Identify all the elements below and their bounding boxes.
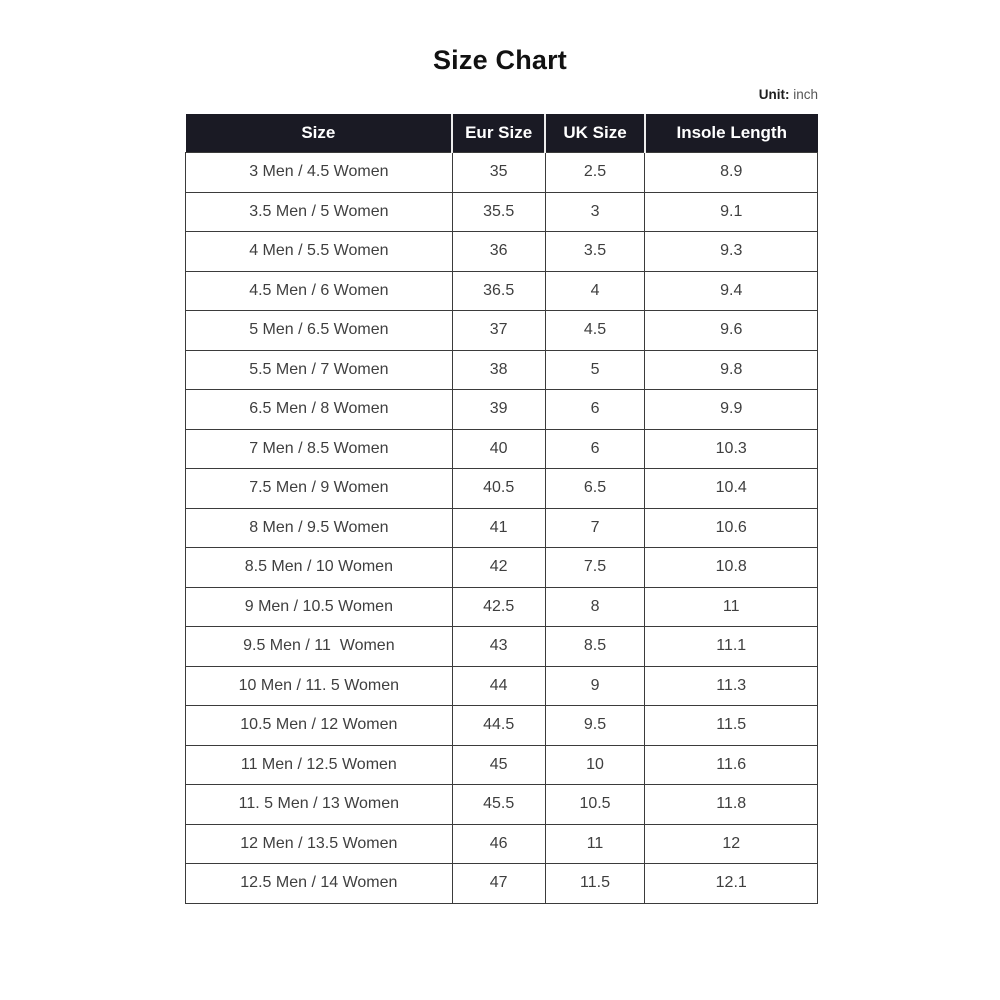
table-cell: 10 Men / 11. 5 Women (186, 666, 453, 706)
table-row (186, 350, 818, 390)
table-cell: 42.5 (452, 587, 545, 627)
table-cell: 7 Men / 8.5 Women (186, 429, 453, 469)
table-row (186, 390, 818, 430)
column-header-uk-size: UK Size (545, 114, 645, 153)
table-cell: 8.9 (645, 153, 818, 193)
table-cell: 7 (545, 508, 645, 548)
table-row (186, 429, 818, 469)
table-cell: 5 (545, 350, 645, 390)
table-row (186, 785, 818, 825)
table-cell: 11 (645, 587, 818, 627)
table-cell: 6 (545, 429, 645, 469)
table-row (186, 587, 818, 627)
table-cell: 10 (545, 745, 645, 785)
table-body (186, 153, 818, 904)
table-cell: 40.5 (452, 469, 545, 509)
table-cell: 36.5 (452, 271, 545, 311)
table-cell: 38 (452, 350, 545, 390)
table-cell: 10.5 (545, 785, 645, 825)
table-cell: 11 (545, 824, 645, 864)
table-row (186, 153, 818, 193)
table-cell: 9 (545, 666, 645, 706)
table-cell: 10.8 (645, 548, 818, 588)
table-cell: 10.4 (645, 469, 818, 509)
table-cell: 3 Men / 4.5 Women (186, 153, 453, 193)
table-cell: 45.5 (452, 785, 545, 825)
table-cell: 45 (452, 745, 545, 785)
table-cell: 5.5 Men / 7 Women (186, 350, 453, 390)
table-cell: 8 (545, 587, 645, 627)
table-cell: 5 Men / 6.5 Women (186, 311, 453, 351)
header-row (186, 114, 818, 153)
table-cell: 3 (545, 192, 645, 232)
unit-label: Unit: (758, 87, 790, 102)
table-row (186, 508, 818, 548)
table-cell: 11.3 (645, 666, 818, 706)
column-header-size: Size (186, 114, 453, 153)
table-cell: 4 (545, 271, 645, 311)
table-cell: 10.6 (645, 508, 818, 548)
table-row (186, 824, 818, 864)
table-row (186, 271, 818, 311)
table-cell: 40 (452, 429, 545, 469)
table-cell: 11.1 (645, 627, 818, 667)
table-row (186, 864, 818, 904)
table-cell: 42 (452, 548, 545, 588)
table-cell: 9.5 Men / 11 Women (186, 627, 453, 667)
table-cell: 9.8 (645, 350, 818, 390)
table-cell: 10.5 Men / 12 Women (186, 706, 453, 746)
table-cell: 12 (645, 824, 818, 864)
table-cell: 7.5 (545, 548, 645, 588)
table-cell: 11 Men / 12.5 Women (186, 745, 453, 785)
table-cell: 11. 5 Men / 13 Women (186, 785, 453, 825)
table-cell: 11.8 (645, 785, 818, 825)
page-title: Size Chart (432, 45, 568, 75)
table-cell: 9.1 (645, 192, 818, 232)
table-cell: 9.9 (645, 390, 818, 430)
table-cell: 8.5 (545, 627, 645, 667)
table-row (186, 548, 818, 588)
table-cell: 4.5 Men / 6 Women (186, 271, 453, 311)
table-cell: 44 (452, 666, 545, 706)
column-header-eur-size: Eur Size (452, 114, 545, 153)
table-cell: 12 Men / 13.5 Women (186, 824, 453, 864)
table-cell: 11.5 (545, 864, 645, 904)
table-cell: 6 (545, 390, 645, 430)
unit-value: inch (793, 87, 818, 102)
table-cell: 3.5 Men / 5 Women (186, 192, 453, 232)
table-cell: 9 Men / 10.5 Women (186, 587, 453, 627)
table-header (186, 114, 818, 153)
table-cell: 44.5 (452, 706, 545, 746)
table-cell: 6.5 Men / 8 Women (186, 390, 453, 430)
table-cell: 43 (452, 627, 545, 667)
table-cell: 41 (452, 508, 545, 548)
table-cell: 35 (452, 153, 545, 193)
size-chart-table (185, 114, 818, 904)
table-cell: 10.3 (645, 429, 818, 469)
table-row (186, 706, 818, 746)
table-cell: 9.6 (645, 311, 818, 351)
table-cell: 6.5 (545, 469, 645, 509)
table-row (186, 627, 818, 667)
table-cell: 11.6 (645, 745, 818, 785)
table-cell: 2.5 (545, 153, 645, 193)
table-cell: 11.5 (645, 706, 818, 746)
table-row (186, 311, 818, 351)
table-cell: 47 (452, 864, 545, 904)
table-cell: 4.5 (545, 311, 645, 351)
column-header-insole-length: Insole Length (645, 114, 818, 153)
table-row (186, 232, 818, 272)
table-row (186, 745, 818, 785)
unit-note (185, 87, 818, 102)
table-cell: 9.5 (545, 706, 645, 746)
table-cell: 46 (452, 824, 545, 864)
table-cell: 36 (452, 232, 545, 272)
table-cell: 12.1 (645, 864, 818, 904)
table-cell: 9.3 (645, 232, 818, 272)
table-row (186, 192, 818, 232)
table-row (186, 469, 818, 509)
table-cell: 7.5 Men / 9 Women (186, 469, 453, 509)
table-cell: 8 Men / 9.5 Women (186, 508, 453, 548)
table-cell: 12.5 Men / 14 Women (186, 864, 453, 904)
table-cell: 4 Men / 5.5 Women (186, 232, 453, 272)
table-row (186, 666, 818, 706)
table-cell: 3.5 (545, 232, 645, 272)
table-cell: 39 (452, 390, 545, 430)
table-cell: 37 (452, 311, 545, 351)
table-cell: 35.5 (452, 192, 545, 232)
table-cell: 8.5 Men / 10 Women (186, 548, 453, 588)
table-cell: 9.4 (645, 271, 818, 311)
